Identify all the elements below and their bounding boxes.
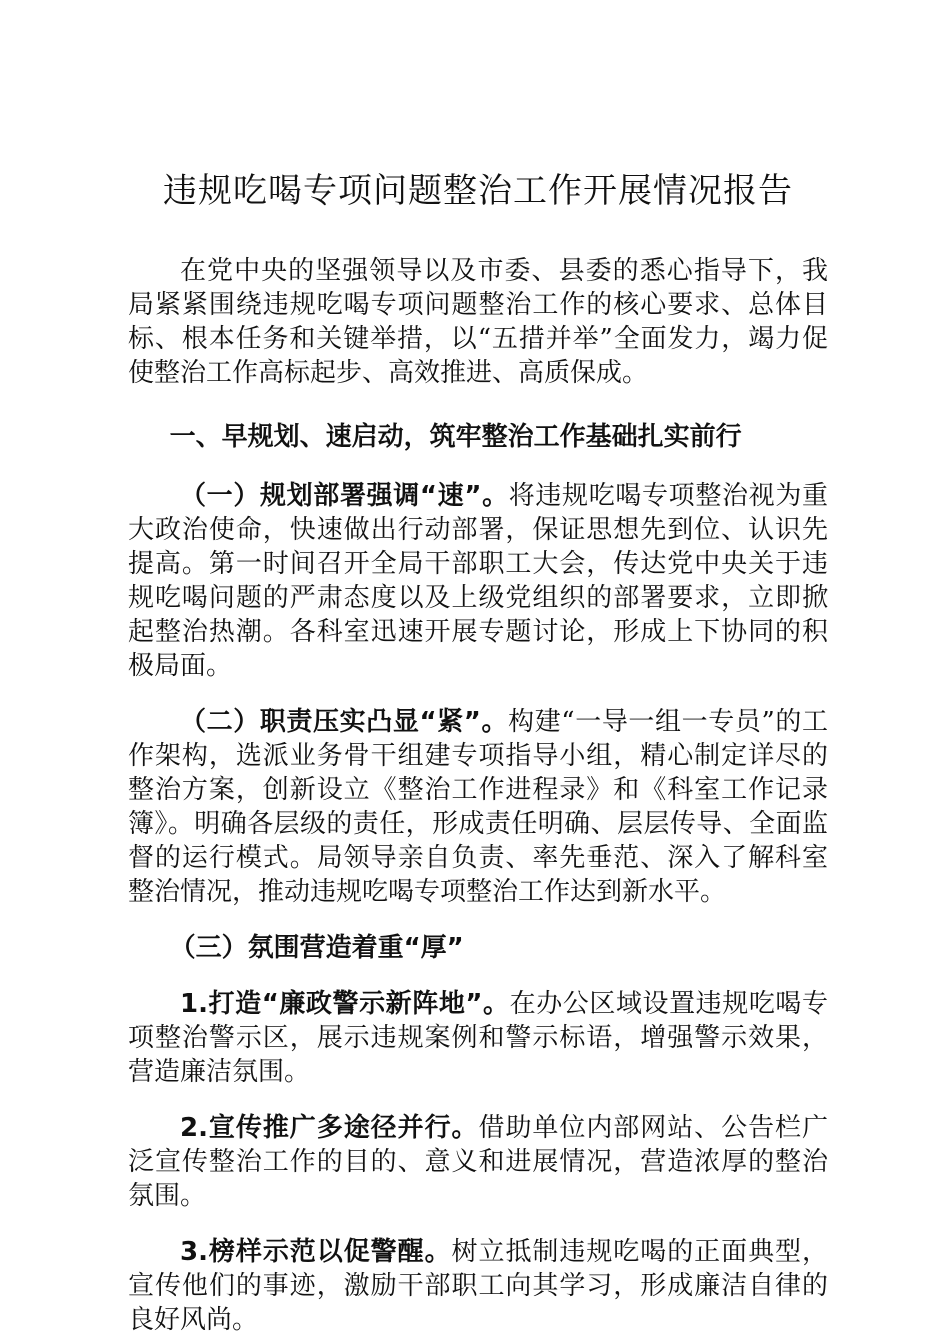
- list-item-3: [128, 1235, 828, 1337]
- document-title: 违规吃喝专项问题整治工作开展情况报告: [163, 171, 793, 211]
- list-item-1: [128, 987, 828, 1089]
- intro-paragraph: 在党中央的坚强领导以及市委、县委的悉心指导下，我局紧紧围绕违规吃喝专项问题整治工作的核心要求、总体目标、根本任务和关键举措，以“五措并举”全面发力，竭力促使整治工作高标起步、高效推进、高质保成。: [128, 256, 828, 388]
- paragraph-item-1: [128, 479, 828, 683]
- list-item-2: [128, 1111, 828, 1213]
- list-item-text: 借助单位内部网站、公告栏广泛宣传整治工作的目的、意义和进展情况，营造浓厚的整治氛围。: [128, 1113, 828, 1211]
- list-item-lead: 2.宣传推广多途径并行。: [180, 1113, 479, 1143]
- list-item-lead: 1.打造“廉政警示新阵地”。: [180, 989, 510, 1019]
- list-item-text: 在办公区域设置违规吃喝专项整治警示区，展示违规案例和警示标语，增强警示效果，营造廉洁氛围。: [128, 989, 828, 1087]
- paragraph-item-2: [128, 705, 828, 909]
- paragraph-lead: （二）职责压实凸显“紧”。: [180, 707, 509, 737]
- list-item-text: 树立抵制违规吃喝的正面典型，宣传他们的事迹，激励干部职工向其学习，形成廉洁自律的良好风尚。: [128, 1237, 828, 1335]
- paragraph-text: 将违规吃喝专项整治视为重大政治使命，快速做出行动部署，保证思想先到位、认识先提高。第一时间召开全局干部职工大会，传达党中央关于违规吃喝问题的严肃态度以及上级党组织的部署要求，立即掀起整治热潮。各科室迅速开展专题讨论，形成上下协同的积极局面。: [128, 481, 828, 681]
- subsection-heading-3: （三）氛围营造着重“厚”: [169, 933, 464, 963]
- paragraph-lead: （一）规划部署强调“速”。: [180, 481, 509, 511]
- section-heading-1: 一、早规划、速启动，筑牢整治工作基础扎实前行: [169, 422, 742, 452]
- document-page: [128, 168, 828, 1337]
- list-item-lead: 3.榜样示范以促警醒。: [180, 1237, 452, 1267]
- paragraph-text: 构建“一导一组一专员”的工作架构，选派业务骨干组建专项指导小组，精心制定详尽的整治方案，创新设立《整治工作进程录》和《科室工作记录簿》。明确各层级的责任，形成责任明确、层层传导、全面监督的运行模式。局领导亲自负责、率先垂范、深入了解科室整治情况，推动违规吃喝专项整治工作达到新水平。: [128, 707, 828, 907]
